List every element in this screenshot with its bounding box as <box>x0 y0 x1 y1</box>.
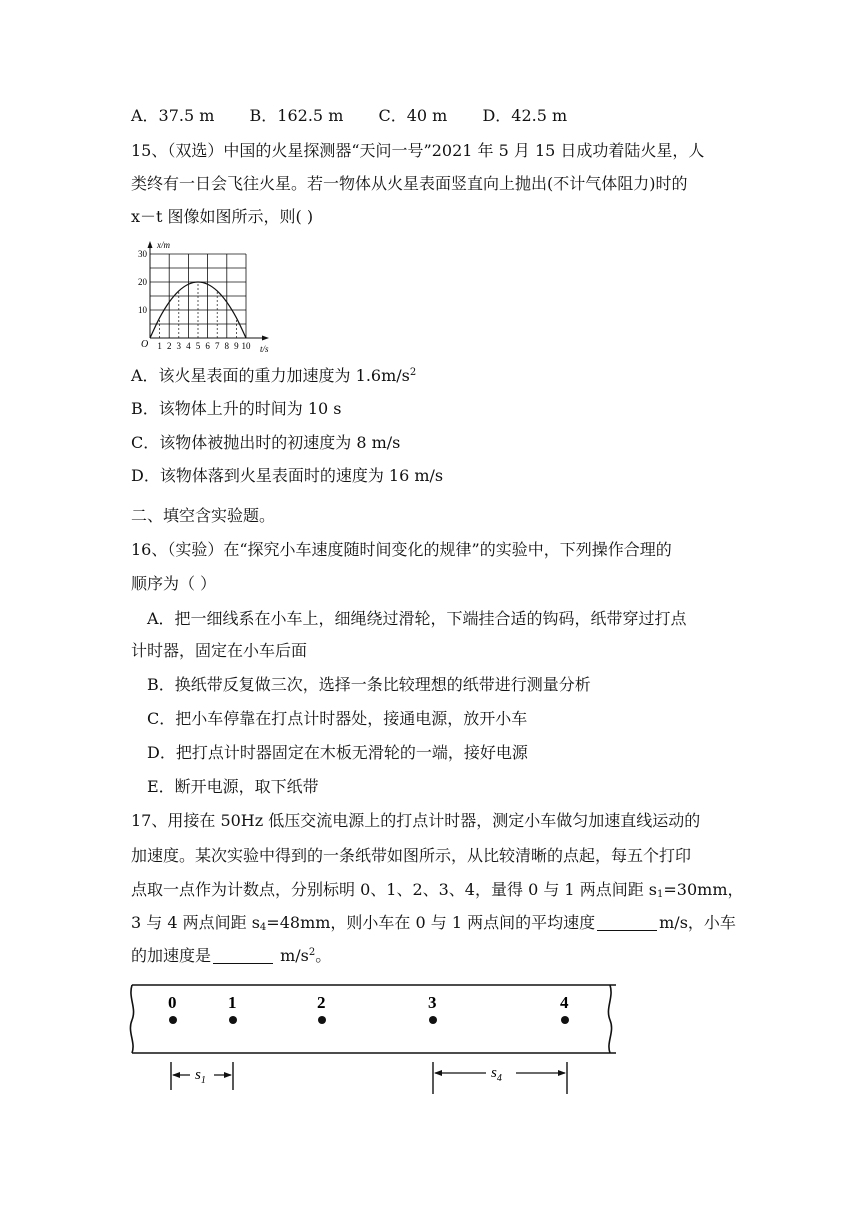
y-tick-label: 20 <box>138 277 147 287</box>
x-tick-label: 3 <box>176 341 182 351</box>
q15-option-d: D．该物体落到火星表面时的速度为 16 m/s <box>131 466 444 485</box>
tape-point-label-1: 1 <box>228 993 237 1012</box>
q16-option-e: E．断开电源，取下纸带 <box>147 777 319 796</box>
origin-label: O <box>141 339 149 350</box>
x-tick-label: 10 <box>241 341 251 351</box>
q16-option-a-line-2: 计时器，固定在小车后面 <box>131 641 308 660</box>
tape-right-tear <box>608 985 611 1053</box>
s1-arrowhead-right <box>224 1072 232 1078</box>
q17-line-4-text: 3 与 4 两点间距 s <box>131 913 260 932</box>
q14-option-a: A．37.5 m <box>131 106 215 125</box>
q17-line-3-text: 点取一点作为计数点，分别标明 0、1、2、3、4，量得 0 与 1 两点间距 s <box>131 880 657 899</box>
tape-point-label-3: 3 <box>428 993 437 1012</box>
s4-arrowhead-left <box>434 1070 442 1076</box>
x-axis-label: t/s <box>260 344 269 354</box>
q17-line-4-mid: =48mm，则小车在 0 与 1 两点间的平均速度 <box>266 913 596 932</box>
q14-option-d: D．42.5 m <box>482 106 568 125</box>
x-tick-label: 6 <box>205 341 210 351</box>
q16-option-a-line-1: A．把一细线系在小车上，细绳绕过滑轮，下端挂合适的钩码，纸带穿过打点 <box>147 609 687 628</box>
q17-line-5-end: 。 <box>315 946 332 965</box>
q16-option-d: D．把打点计时器固定在木板无滑轮的一端，接好电源 <box>147 743 528 762</box>
q15-option-c: C．该物体被抛出时的初速度为 8 m/s <box>131 433 401 452</box>
x-axis-arrow <box>262 336 269 341</box>
q17-line-5-unit: m/s <box>275 946 309 965</box>
s1-arrowhead-left <box>172 1072 180 1078</box>
q16-stem-line-2: 顺序为（ ） <box>131 574 217 593</box>
x-tick-label: 7 <box>214 341 220 351</box>
q15-option-a-sup: 2 <box>409 367 417 378</box>
graph-tick-labels <box>138 249 251 351</box>
q17-line-3-tail: =30mm， <box>663 880 744 899</box>
s4-label: $s_4$ <box>491 1065 502 1084</box>
paper-tape-figure <box>124 978 624 1098</box>
velocity-answer-blank[interactable] <box>597 914 657 931</box>
tape-dot-1 <box>229 1016 237 1024</box>
s1-subscript: 1 <box>657 889 664 900</box>
x-tick-label: 8 <box>224 341 230 351</box>
s4-subscript: 4 <box>259 922 267 933</box>
q17-line-4 <box>131 913 736 933</box>
graph-axes <box>148 241 270 341</box>
s4-arrowhead-right <box>558 1070 566 1076</box>
q15-stem-line-3: x－t 图像如图所示，则( ) <box>131 207 314 226</box>
y-tick-label: 30 <box>138 249 147 259</box>
q14-options <box>131 106 597 126</box>
acceleration-answer-blank[interactable] <box>213 947 273 964</box>
q17-line-2: 加速度。某次实验中得到的一条纸带如图所示，从比较清晰的点起，每五个打印 <box>131 846 692 865</box>
q14-option-b: B．162.5 m <box>249 106 344 125</box>
y-tick-label: 10 <box>138 305 147 315</box>
tape-point-label-0: 0 <box>168 993 177 1012</box>
tape-dot-4 <box>561 1016 569 1024</box>
q17-line-3 <box>131 880 744 900</box>
x-tick-label: 9 <box>234 341 239 351</box>
x-tick-label: 5 <box>195 341 201 351</box>
q15-option-a <box>131 366 416 386</box>
q15-stem-line-1: 15、（双选）中国的火星探测器“天问一号”2021 年 5 月 15 日成功着陆火星，人 <box>131 141 705 160</box>
y-axis-label: x/m <box>157 240 170 250</box>
q16-option-c: C．把小车停靠在打点计时器处，接通电源，放开小车 <box>147 709 528 728</box>
q15-stem-line-2: 类终有一日会飞往火星。若一物体从火星表面竖直向上抛出(不计气体阻力)时的 <box>131 174 688 193</box>
x-tick-label: 4 <box>186 341 191 351</box>
tape-dot-3 <box>429 1016 437 1024</box>
tape-dot-2 <box>318 1016 326 1024</box>
q17-line-5-text: 的加速度是 <box>131 946 212 965</box>
q14-option-c: C．40 m <box>378 106 448 125</box>
section-2-title: 二、填空含实验题。 <box>131 506 276 525</box>
xt-graph <box>128 236 278 356</box>
x-tick-label: 2 <box>166 341 172 351</box>
tape-point-label-4: 4 <box>560 993 569 1012</box>
unit-superscript: 2 <box>308 947 316 958</box>
tape-left-tear <box>130 985 133 1053</box>
q16-stem-line-1: 16、（实验）在“探究小车速度随时间变化的规律”的实验中，下列操作合理的 <box>131 540 672 559</box>
q17-line-5 <box>131 946 331 966</box>
q17-line-1: 17、用接在 50Hz 低压交流电源上的打点计时器，测定小车做匀加速直线运动的 <box>131 811 701 830</box>
s1-label: $s_1$ <box>195 1067 206 1086</box>
tape-point-label-2: 2 <box>317 993 326 1012</box>
tape-dot-0 <box>169 1016 177 1024</box>
q16-option-b: B．换纸带反复做三次，选择一条比较理想的纸带进行测量分析 <box>147 675 591 694</box>
x-tick-label: 1 <box>157 341 162 351</box>
q15-option-b: B．该物体上升的时间为 10 s <box>131 399 342 418</box>
y-axis-arrow <box>148 241 153 248</box>
q15-option-a-text: A．该火星表面的重力加速度为 1.6m/s <box>131 366 410 385</box>
q17-line-4-tail: m/s，小车 <box>659 913 736 932</box>
